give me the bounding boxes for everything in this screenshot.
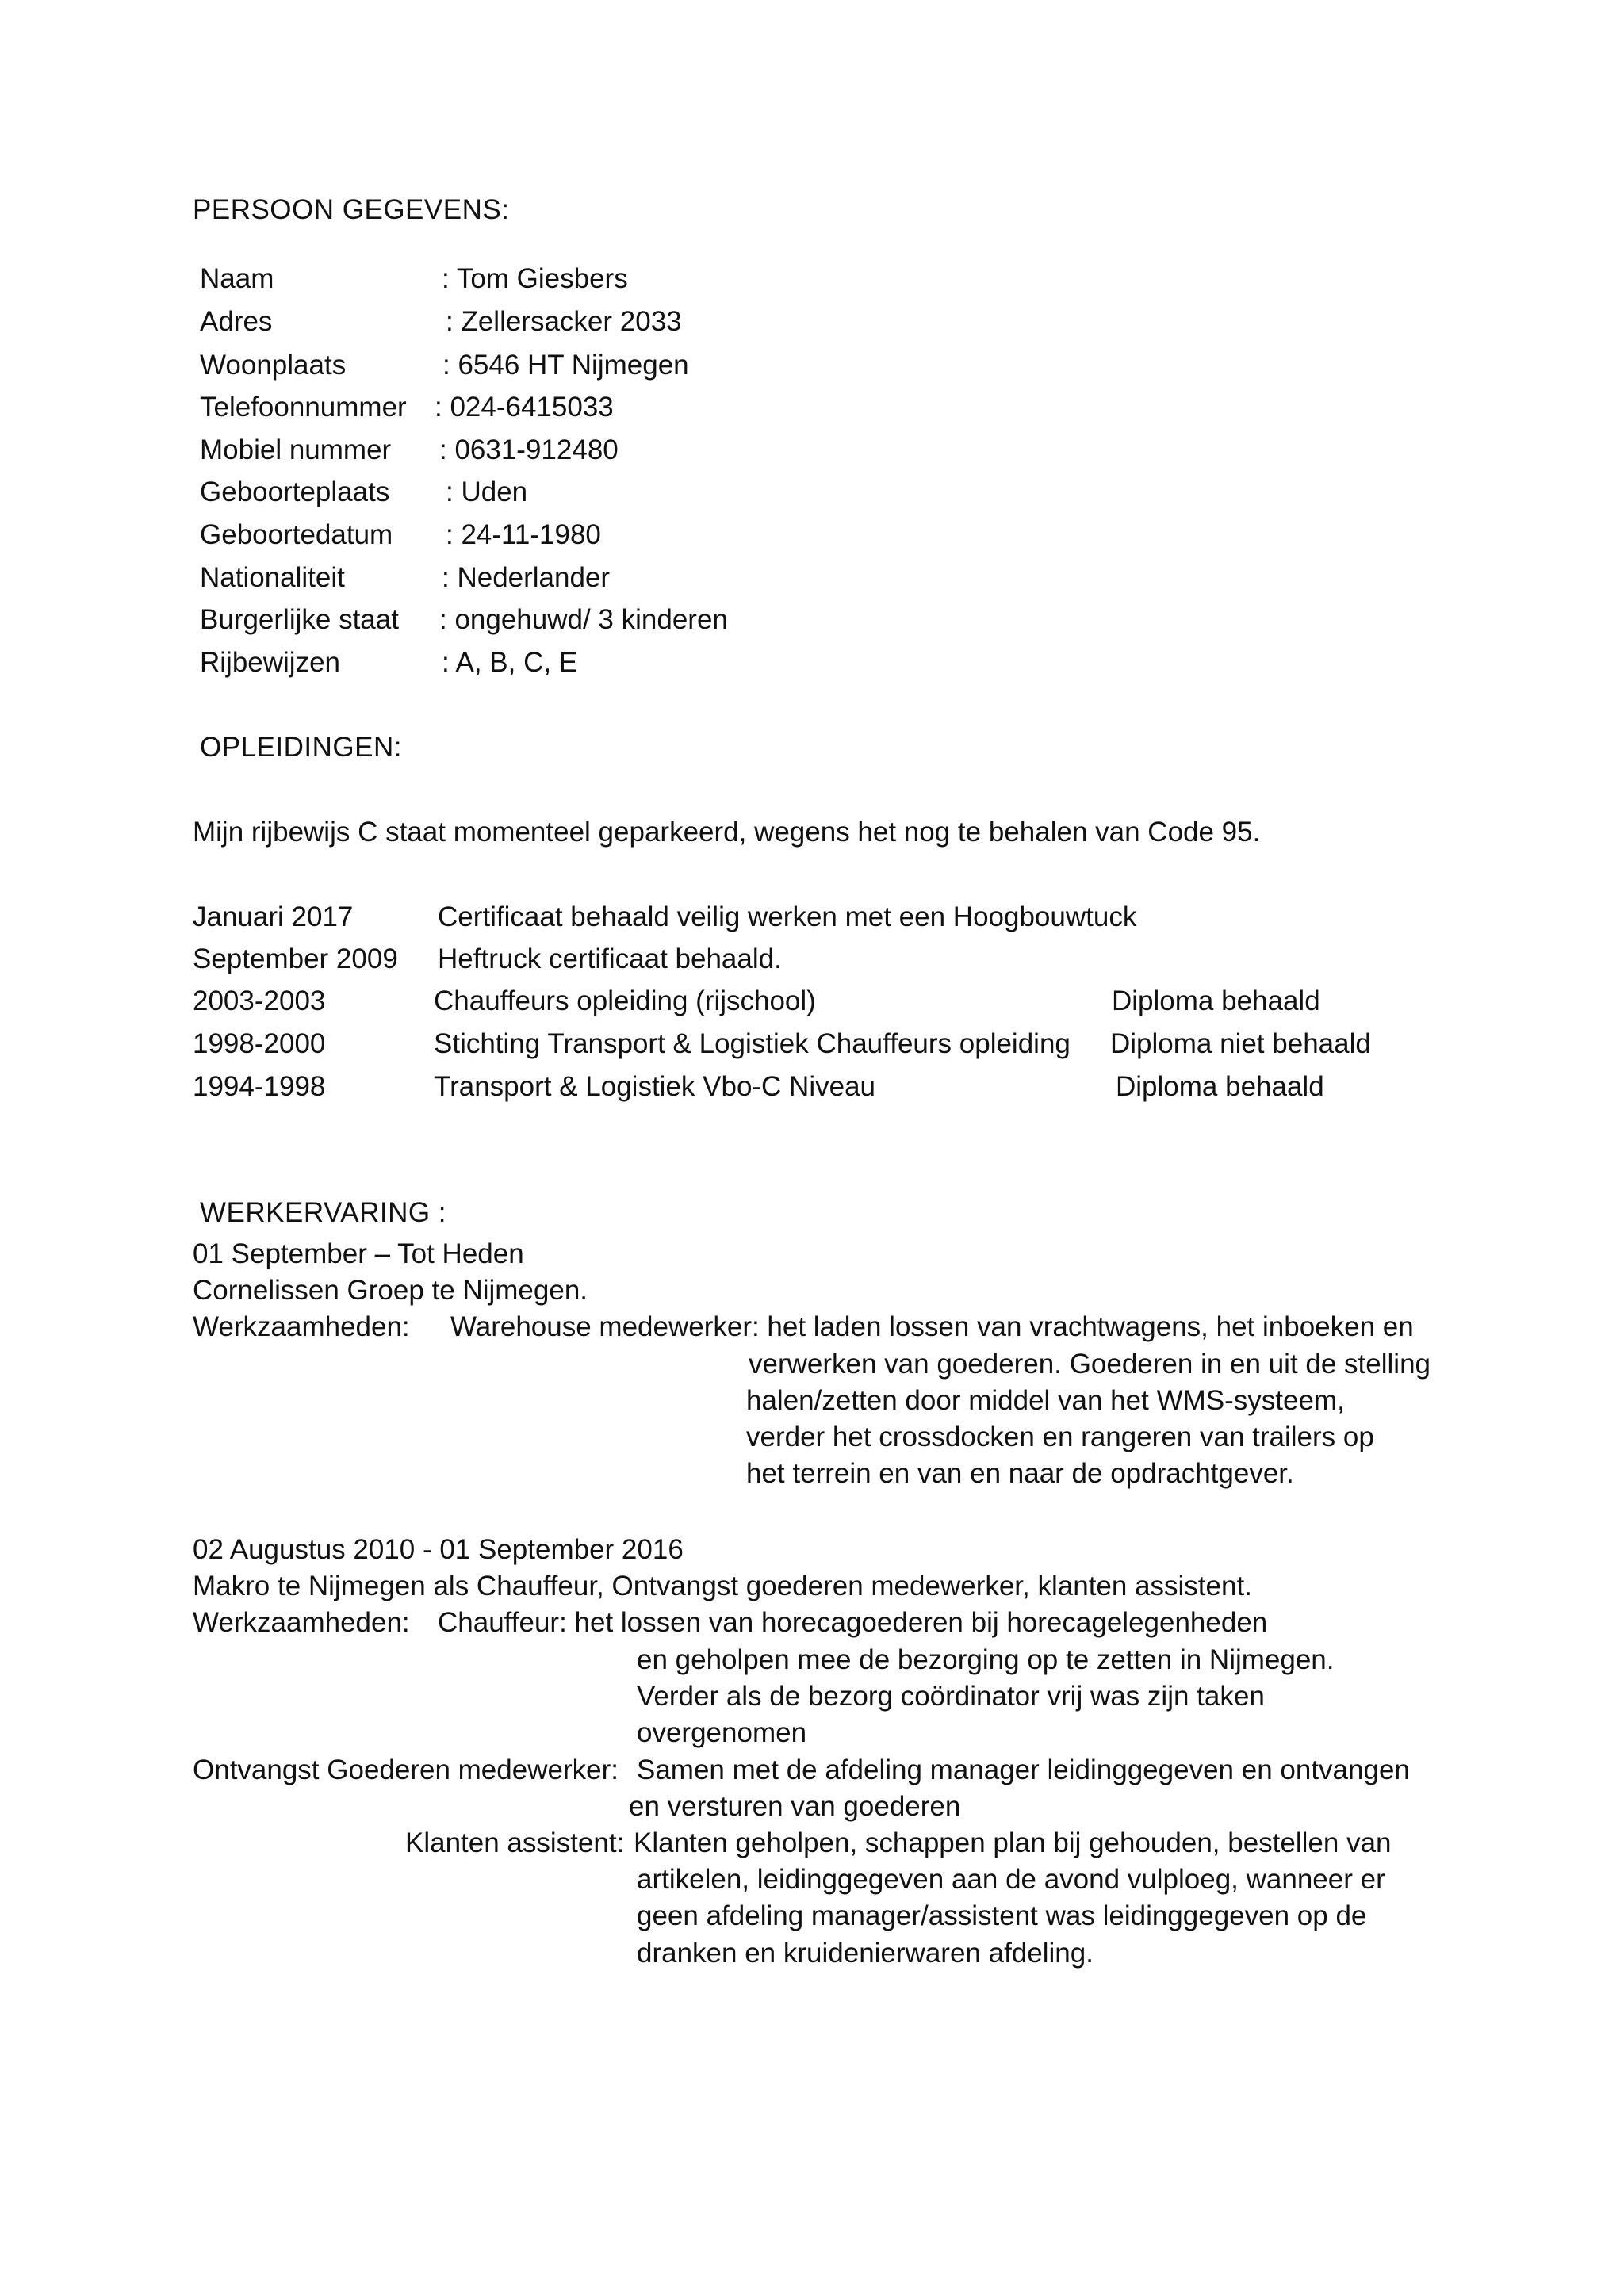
job1-line-4: verder het crossdocken en rangeren van trailers op [746, 1422, 1374, 1452]
education-desc-2: Heftruck certificaat behaald. [438, 943, 782, 974]
job2-chauffeur-line-1: Chauffeur: het lossen van horecagoederen bij horecagelegenheden [438, 1607, 1268, 1638]
education-result-3: Diploma behaald [1112, 985, 1320, 1016]
job2-ontvangst-label: Ontvangst Goederen medewerker: [193, 1755, 619, 1785]
job1-period: 01 September – Tot Heden [193, 1238, 524, 1269]
personal-label-licenses: Rijbewijzen [200, 647, 341, 678]
personal-label-phone: Telefoonnummer [200, 392, 407, 423]
job2-chauffeur-line-4: overgenomen [637, 1717, 807, 1748]
education-desc-1: Certificaat behaald veilig werken met een Hoogbouwtuck [438, 901, 1137, 932]
job2-label: Werkzaamheden: [193, 1607, 410, 1638]
education-note: Mijn rijbewijs C staat momenteel geparkeerd, wegens het nog te behalen van Code 95. [193, 817, 1261, 848]
personal-value-phone: : 024-6415033 [435, 392, 614, 423]
job2-klanten-line-1: Klanten geholpen, schappen plan bij gehouden, bestellen van [634, 1827, 1392, 1858]
personal-value-mobile: : 0631-912480 [439, 434, 619, 465]
job1-line-1: Warehouse medewerker: het laden lossen van vrachtwagens, het inboeken en [450, 1311, 1414, 1342]
personal-label-birthplace: Geboorteplaats [200, 476, 390, 507]
personal-label-mobile: Mobiel nummer [200, 434, 392, 465]
education-date-1: Januari 2017 [193, 901, 354, 932]
job1-line-3: halen/zetten door middel van het WMS-systeem, [746, 1385, 1345, 1416]
personal-label-marital: Burgerlijke staat [200, 604, 399, 635]
personal-label-birthdate: Geboortedatum [200, 519, 393, 550]
job2-chauffeur-line-3: Verder als de bezorg coördinator vrij was zijn taken [637, 1681, 1265, 1712]
job2-period: 02 Augustus 2010 - 01 September 2016 [193, 1534, 684, 1565]
work-heading: WERKERVARING : [200, 1197, 447, 1228]
personal-heading: PERSOON GEGEVENS: [193, 194, 510, 225]
education-date-5: 1994-1998 [193, 1071, 326, 1102]
personal-label-address: Adres [200, 306, 273, 337]
personal-label-city: Woonplaats [200, 350, 347, 381]
job2-klanten-line-3: geen afdeling manager/assistent was leidinggegeven op de [637, 1900, 1367, 1931]
education-date-4: 1998-2000 [193, 1028, 326, 1059]
personal-value-licenses: : A, B, C, E [442, 647, 578, 678]
personal-value-city: : 6546 HT Nijmegen [442, 350, 689, 381]
personal-value-marital: : ongehuwd/ 3 kinderen [439, 604, 728, 635]
personal-value-name: : Tom Giesbers [442, 263, 628, 294]
job1-label: Werkzaamheden: [193, 1311, 410, 1342]
education-desc-3: Chauffeurs opleiding (rijschool) [434, 985, 816, 1016]
education-desc-4: Stichting Transport & Logistiek Chauffeurs opleiding [434, 1028, 1071, 1059]
education-date-3: 2003-2003 [193, 985, 326, 1016]
personal-value-address: : Zellersacker 2033 [446, 306, 682, 337]
education-result-4: Diploma niet behaald [1110, 1028, 1371, 1059]
personal-value-nationality: : Nederlander [442, 562, 611, 593]
job2-klanten-line-4: dranken en kruidenierwaren afdeling. [637, 1938, 1094, 1969]
education-heading: OPLEIDINGEN: [200, 732, 402, 763]
job1-company: Cornelissen Groep te Nijmegen. [193, 1275, 588, 1306]
job2-ontvangst-line-1: Samen met de afdeling manager leidinggegeven en ontvangen [637, 1755, 1410, 1785]
education-desc-5: Transport & Logistiek Vbo-C Niveau [434, 1071, 876, 1102]
job1-line-2: verwerken van goederen. Goederen in en uit de stelling [749, 1349, 1431, 1380]
job2-chauffeur-line-2: en geholpen mee de bezorging op te zetten in Nijmegen. [637, 1644, 1335, 1675]
personal-value-birthplace: : Uden [446, 476, 528, 507]
personal-label-nationality: Nationaliteit [200, 562, 345, 593]
personal-label-name: Naam [200, 263, 274, 294]
education-date-2: September 2009 [193, 943, 398, 974]
job2-klanten-label: Klanten assistent: [405, 1827, 625, 1858]
personal-value-birthdate: : 24-11-1980 [446, 519, 601, 550]
job2-company: Makro te Nijmegen als Chauffeur, Ontvangst goederen medewerker, klanten assistent. [193, 1571, 1252, 1601]
job1-line-5: het terrein en van en naar de opdrachtgever. [746, 1458, 1294, 1489]
education-result-5: Diploma behaald [1116, 1071, 1324, 1102]
job2-ontvangst-line-2: en versturen van goederen [629, 1791, 961, 1822]
job2-klanten-line-2: artikelen, leidinggegeven aan de avond vulploeg, wanneer er [637, 1864, 1385, 1895]
